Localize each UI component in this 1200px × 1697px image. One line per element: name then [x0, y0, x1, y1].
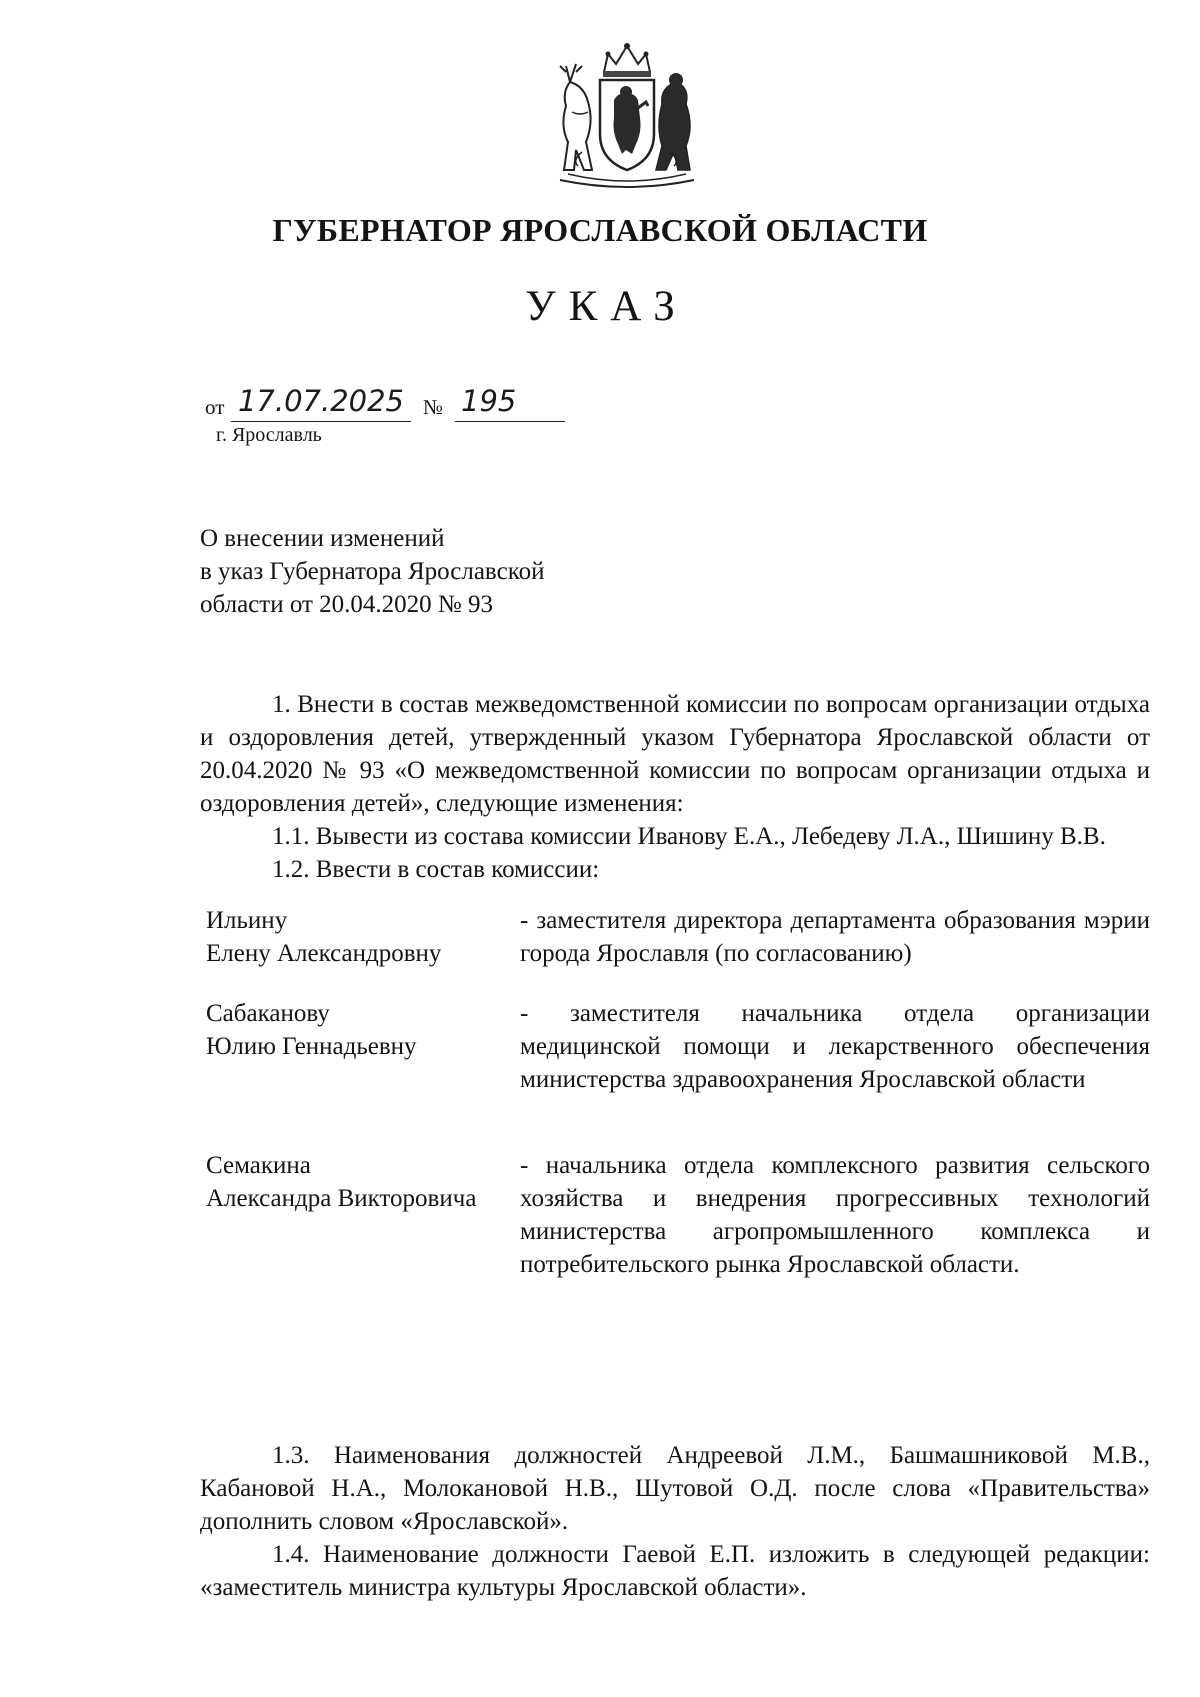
date-prefix: от: [205, 395, 225, 419]
member-surname: Сабаканову: [206, 1000, 330, 1027]
date-underline: [231, 421, 411, 422]
handwritten-number: 195: [461, 384, 517, 418]
member-given-names: Юлию Геннадьевну: [206, 1033, 417, 1060]
date-number-line: [205, 382, 565, 422]
subject-line: О внесении изменений: [200, 525, 445, 552]
subject-line: в указ Губернатора Ярославской: [200, 558, 545, 585]
member-role: - заместителя директора департамента образования мэрии города Ярославля (по согласованию): [520, 907, 1150, 967]
paragraph-1-1: 1.1. Вывести из состава комиссии Иванову Е.А., Лебедеву Л.А., Шишину В.В.: [272, 823, 1106, 850]
member-surname: Семакина: [206, 1152, 311, 1179]
document-body-continued: [200, 1439, 1150, 1604]
member-name: [206, 1149, 526, 1215]
handwritten-date: 17.07.2025: [237, 384, 405, 418]
document-subject: [200, 522, 544, 621]
paragraph-1-2: 1.2. Ввести в состав комиссии:: [272, 856, 600, 883]
paragraph-1-4: 1.4. Наименование должности Гаевой Е.П. изложить в следующей редакции: «заместитель министра культуры Ярославской области».: [200, 1541, 1150, 1601]
member-given-names: Александра Викторовича: [206, 1185, 477, 1212]
coat-of-arms-emblem: [548, 42, 706, 192]
member-name: [206, 997, 526, 1063]
member-name: [206, 904, 526, 970]
member-role: - заместителя начальника отдела организации медицинской помощи и лекарственного обеспечения министерства здравоохранения Ярославской области: [520, 1000, 1150, 1093]
subject-line: области от 20.04.2020 № 93: [200, 591, 494, 618]
issuing-authority: ГУБЕРНАТОР ЯРОСЛАВСКОЙ ОБЛАСТИ: [272, 212, 928, 248]
member-surname: Ильину: [206, 907, 288, 934]
member-role: - начальника отдела комплексного развития сельского хозяйства и внедрения прогрессивных технологий министерства агропромышленного комплекса и потребительского рынка Ярославской области.: [520, 1152, 1150, 1278]
paragraph-1: 1. Внести в состав межведомственной комиссии по вопросам организации отдыха и оздоровления детей, утвержденный указом Губернатора Ярославской области от 20.04.2020 № 93 «О межведомственной комиссии по вопросам организации отдыха и оздоровления детей», следующие изменения:: [200, 691, 1150, 817]
issue-city: г. Ярославль: [216, 424, 322, 446]
number-prefix: №: [423, 395, 444, 419]
number-underline: [455, 421, 565, 422]
document-body: [200, 688, 1150, 886]
member-given-names: Елену Александровну: [206, 940, 442, 967]
paragraph-1-3: 1.3. Наименования должностей Андреевой Л.М., Башмашниковой М.В., Кабановой Н.А., Молокановой Н.В., Шутовой О.Д. после слова «Правительства» дополнить словом «Ярославской».: [200, 1442, 1150, 1535]
document-type: УКАЗ: [525, 283, 688, 330]
